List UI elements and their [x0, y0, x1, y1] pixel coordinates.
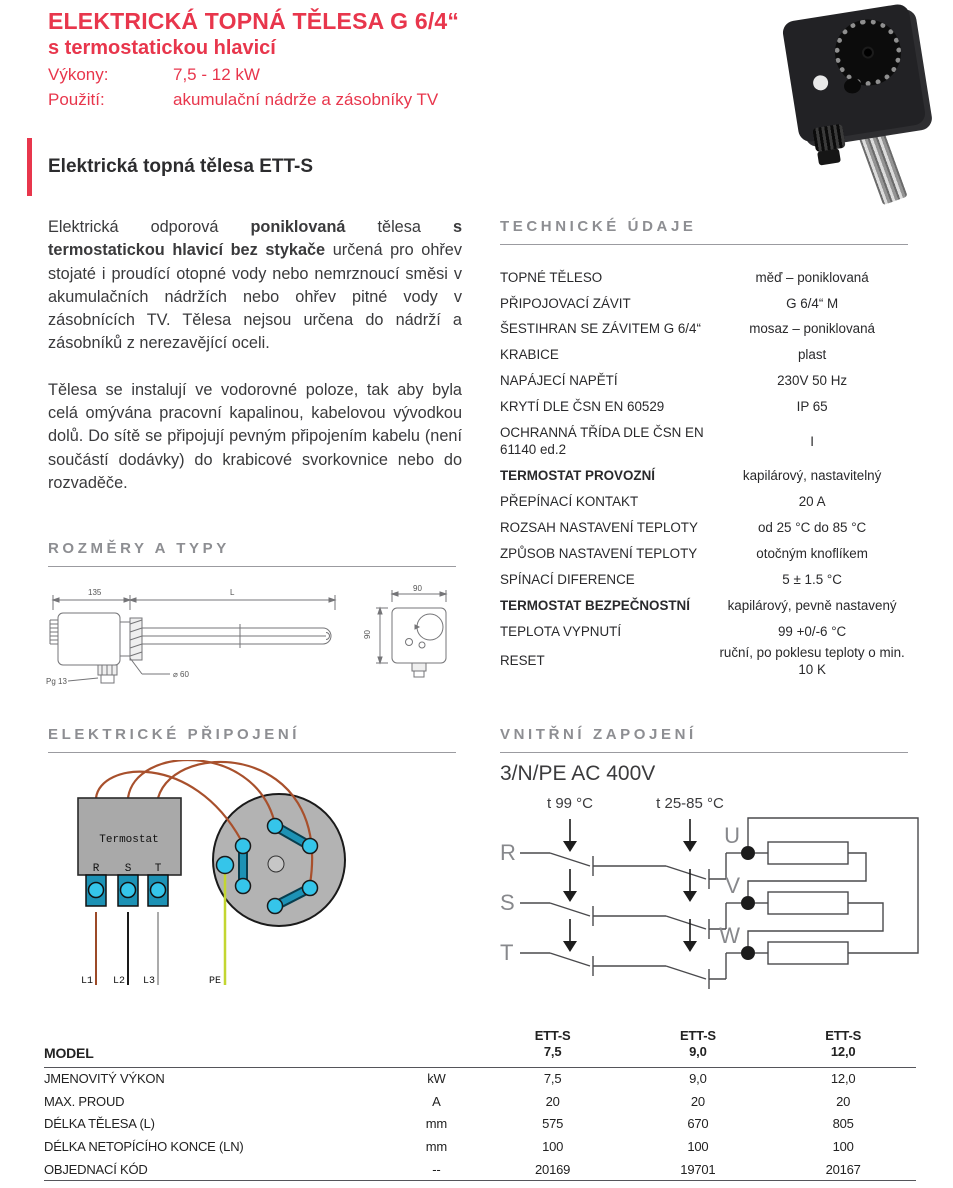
dim-L-label: L	[230, 588, 235, 597]
models-table-header	[44, 1028, 916, 1068]
row-value: 100	[832, 1139, 854, 1155]
row-label: PŘIPOJOVACÍ ZÁVIT	[500, 295, 631, 311]
phase-R-label: R	[500, 840, 516, 865]
spec-power-value: 7,5 - 12 kW	[173, 65, 260, 84]
thermostat-head-image	[781, 3, 927, 144]
row-label: JMENOVITÝ VÝKON	[44, 1071, 165, 1087]
row-label: TERMOSTAT BEZPEČNOSTNÍ	[500, 597, 690, 613]
circuit-lines	[520, 818, 918, 989]
spec-power	[48, 65, 748, 85]
electrical-connection-section	[48, 726, 456, 753]
circuit-diagram	[498, 793, 950, 993]
row-label: DÉLKA TĚLESA (L)	[44, 1116, 155, 1132]
p1-seg3-bold: s termostatickou hlavicí bez stykače	[48, 218, 463, 260]
row-unit: --	[432, 1161, 441, 1177]
paragraph-2: Tělesa se instalují ve vodorovné poloze, tak aby byla celá omývána pracovní kapalinou, kabelovou vývodkou dolů. Do sítě se připojují pevným připojením kabelu (není součástí dodávky) do krabicové svorkovnice nebo do rozvaděče.	[48, 380, 462, 492]
table-row	[500, 265, 908, 291]
table-row	[500, 489, 908, 515]
col-line2: 9,0	[689, 1044, 707, 1060]
dimension-drawing	[40, 582, 460, 704]
row-label: SPÍNACÍ DIFERENCE	[500, 571, 635, 587]
row-value: kapilárový, pevně nastavený	[727, 597, 897, 613]
accent-bar	[27, 138, 32, 196]
description-column	[48, 216, 462, 518]
row-label: OCHRANNÁ TŘÍDA DLE ČSN EN 61140 ed.2	[500, 425, 704, 457]
p1-seg1-bold: poniklovaná	[250, 218, 346, 236]
row-label: OBJEDNACÍ KÓD	[44, 1161, 148, 1177]
row-value: 230V 50 Hz	[777, 373, 848, 389]
row-label: TEPLOTA VYPNUTÍ	[500, 623, 622, 639]
terminal-V-label: V	[725, 873, 740, 898]
cable-gland-nut-image	[817, 148, 841, 165]
terminal-T-label: T	[154, 863, 162, 875]
table-row	[500, 317, 908, 343]
paragraph-1	[48, 216, 462, 356]
spec-power-label: Výkony:	[48, 65, 109, 84]
supply-system-label: 3/N/PE AC 400V	[500, 762, 656, 785]
row-label: KRABICE	[500, 347, 559, 363]
row-unit: mm	[425, 1116, 448, 1132]
wire-L3-label: L3	[142, 976, 155, 987]
dimensions-rule	[48, 566, 456, 567]
row-value: otočným knoflíkem	[756, 545, 868, 561]
table-row	[500, 291, 908, 317]
table-row	[44, 1158, 916, 1182]
table-row	[44, 1135, 916, 1158]
table-row	[500, 343, 908, 369]
row-value: 670	[687, 1116, 709, 1132]
thermostat-dial-image	[830, 15, 906, 91]
row-value: kapilárový, nastavitelný	[742, 467, 882, 483]
row-unit: mm	[425, 1139, 448, 1155]
internal-wiring-rule	[500, 752, 908, 753]
technical-data-rule	[500, 244, 908, 245]
technical-data-table	[500, 265, 908, 678]
thermostat-box	[78, 798, 181, 875]
dimensions-heading: ROZMĚRY A TYPY	[48, 540, 230, 557]
dim-135-label: 135	[88, 588, 102, 597]
page-header	[48, 8, 748, 110]
terminal-U-label: U	[724, 823, 740, 848]
row-value: měď – poniklovaná	[755, 269, 869, 285]
row-label: MAX. PROUD	[44, 1093, 125, 1109]
row-unit: A	[432, 1093, 441, 1109]
models-table	[44, 1028, 916, 1181]
row-label: TERMOSTAT PROVOZNÍ	[500, 467, 655, 483]
row-unit: kW	[427, 1071, 446, 1087]
row-value: ruční, po poklesu teploty o min. 10 K	[719, 644, 905, 677]
column-header-etts-120	[771, 1028, 916, 1061]
page-subtitle: s termostatickou hlavicí	[48, 37, 276, 59]
spec-usage	[48, 90, 748, 110]
row-label: TOPNÉ TĚLESO	[500, 269, 603, 285]
spec-usage-label: Použití:	[48, 90, 105, 109]
technical-data-heading: TECHNICKÉ ÚDAJE	[500, 218, 697, 235]
product-photo	[772, 4, 950, 196]
wire-L1-label: L1	[80, 976, 93, 987]
col-line1: ETT-S	[679, 1028, 716, 1043]
operating-thermostat-temp-label: t 25-85 °C	[656, 795, 724, 812]
terminal-R-label: R	[92, 863, 100, 875]
table-row	[44, 1113, 916, 1136]
column-header-etts-75	[480, 1028, 625, 1061]
table-row	[44, 1068, 916, 1091]
circuit-letters	[500, 823, 740, 965]
row-label: ZPŮSOB NASTAVENÍ TEPLOTY	[500, 545, 698, 561]
product-heading: Elektrická topná tělesa ETT-S	[48, 156, 314, 177]
table-row	[500, 593, 908, 619]
dim-90w-label: 90	[413, 584, 422, 593]
internal-wiring-heading: VNITŘNÍ ZAPOJENÍ	[500, 726, 697, 743]
dim-pg13-label: Pg 13	[46, 677, 67, 686]
terminal-blocks	[86, 875, 168, 906]
table-row	[44, 1090, 916, 1113]
row-value: 20	[545, 1093, 560, 1109]
col-line1: ETT-S	[534, 1028, 571, 1043]
row-value: 7,5	[543, 1071, 562, 1087]
row-value: IP 65	[796, 399, 828, 415]
dimensions-section	[48, 540, 456, 567]
dim-90h-label: 90	[363, 630, 372, 639]
wiring-diagram	[40, 760, 460, 995]
row-value: 20	[690, 1093, 705, 1109]
actuation-arrows	[563, 819, 697, 952]
row-label: KRYTÍ DLE ČSN EN 60529	[500, 399, 665, 415]
row-value: 99 +0/-6 °C	[777, 623, 847, 639]
phase-S-label: S	[500, 890, 515, 915]
row-value: 575	[542, 1116, 564, 1132]
page-title: ELEKTRICKÁ TOPNÁ TĚLESA G 6/4“	[48, 8, 460, 34]
row-value: plast	[797, 347, 827, 363]
table-row	[500, 369, 908, 395]
thermostat-label: Termostat	[99, 834, 159, 846]
row-value: G 6/4“ M	[786, 295, 839, 311]
table-row	[500, 567, 908, 593]
row-value: 12,0	[830, 1071, 856, 1087]
row-label: PŘEPÍNACÍ KONTAKT	[500, 493, 639, 509]
model-column-header: MODEL	[44, 1044, 94, 1061]
table-row	[500, 645, 908, 679]
col-line2: 12,0	[830, 1044, 856, 1060]
dim-dia60-label: ⌀ 60	[173, 670, 189, 679]
row-value: 20 A	[798, 493, 826, 509]
housing-ribs	[50, 620, 58, 644]
terminal-S-label: S	[124, 863, 132, 875]
table-row	[500, 619, 908, 645]
row-value: mosaz – poniklovaná	[749, 321, 876, 337]
wire-PE-label: PE	[208, 976, 221, 987]
spec-usage-value: akumulační nádrže a zásobníky TV	[173, 90, 439, 109]
terminal-W-label: W	[719, 923, 740, 948]
table-row	[500, 395, 908, 421]
dial-center-dot	[863, 48, 872, 57]
wire-L2-label: L2	[112, 976, 125, 987]
reset-button-image	[812, 74, 829, 91]
electrical-connection-rule	[48, 752, 456, 753]
row-value: 9,0	[689, 1071, 707, 1087]
p1-seg0: Elektrická odporová	[48, 218, 251, 236]
table-row	[500, 463, 908, 489]
row-value: 19701	[680, 1161, 716, 1177]
table-row	[500, 421, 908, 464]
table-row	[500, 515, 908, 541]
cable-gland-image	[812, 124, 845, 152]
col-line1: ETT-S	[825, 1028, 862, 1043]
row-label: NAPÁJECÍ NAPĚTÍ	[500, 373, 618, 389]
row-label: RESET	[500, 653, 545, 669]
row-value: I	[810, 433, 814, 449]
phase-T-label: T	[500, 940, 514, 965]
p1-seg4: určená pro ohřev stojaté i proudící otopné vody nebo nemrznoucí směsi v akumulačních nádržích nebo ohřev pitné vody v zásobnících TV. Tělesa nejsou určena do nádrží a zásobníků z nerezavějící oceli.	[48, 241, 462, 353]
row-label: ŠESTIHRAN SE ZÁVITEM G 6/4“	[500, 321, 701, 337]
row-value: 5 ± 1.5 °C	[782, 571, 842, 587]
technical-data-section	[500, 218, 908, 678]
row-value: od 25 °C do 85 °C	[757, 519, 867, 535]
safety-thermostat-temp-label: t 99 °C	[546, 795, 594, 812]
row-value: 805	[832, 1116, 854, 1132]
row-value: 20167	[825, 1161, 861, 1177]
col-line2: 7,5	[543, 1044, 562, 1060]
table-row	[500, 541, 908, 567]
row-value: 100	[542, 1139, 564, 1155]
row-label: DÉLKA NETOPÍCÍHO KONCE (LN)	[44, 1139, 244, 1155]
pe-terminal	[217, 857, 234, 874]
p1-seg2: tělesa	[345, 218, 453, 236]
row-value: 20169	[535, 1161, 571, 1177]
internal-wiring-section	[500, 726, 908, 753]
row-label: ROZSAH NASTAVENÍ TEPLOTY	[500, 519, 698, 535]
column-header-etts-90	[625, 1028, 770, 1061]
row-value: 100	[687, 1139, 709, 1155]
electrical-connection-heading: ELEKTRICKÉ PŘIPOJENÍ	[48, 726, 301, 743]
row-value: 20	[836, 1093, 851, 1109]
